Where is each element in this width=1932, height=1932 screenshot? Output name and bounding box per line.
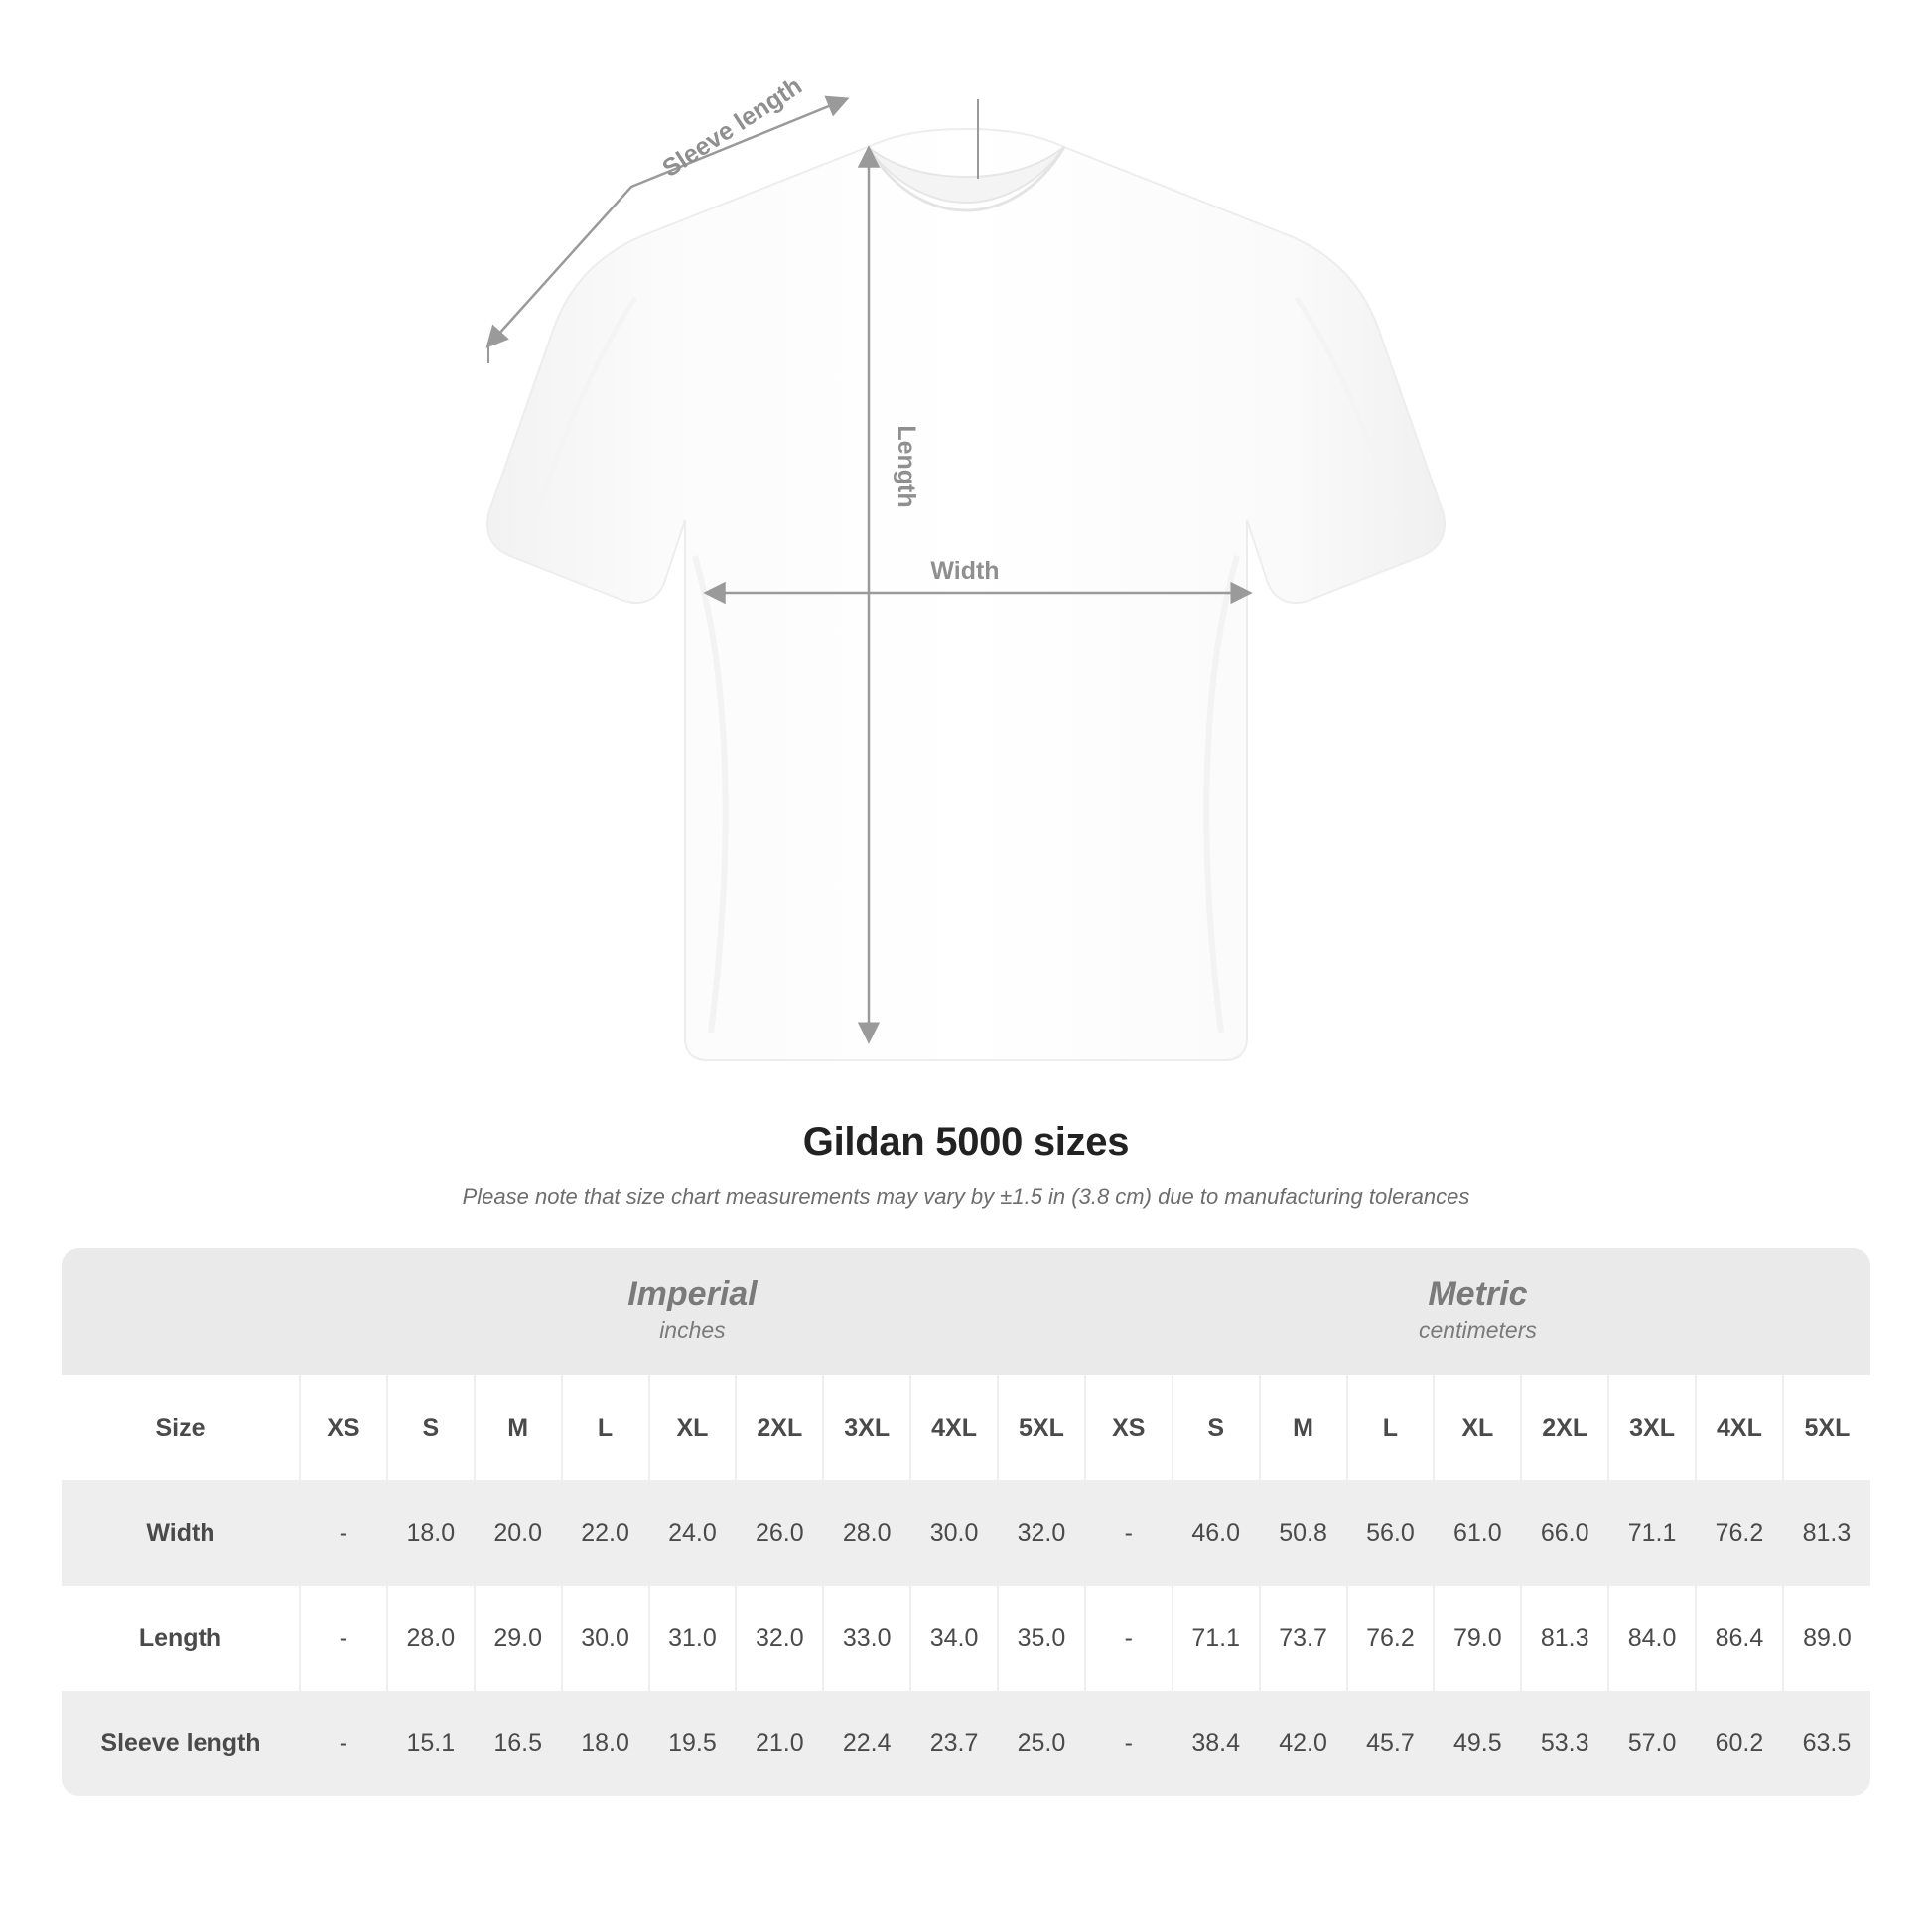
cell: 30.0	[562, 1586, 649, 1691]
cell: 34.0	[910, 1586, 998, 1691]
cell: 46.0	[1173, 1480, 1260, 1586]
cell: -	[300, 1691, 387, 1796]
page-title: Gildan 5000 sizes	[802, 1120, 1130, 1164]
cell: 66.0	[1521, 1480, 1608, 1586]
size-header-cell: 5XL	[1783, 1375, 1870, 1480]
unit-group-metric-name: Metric	[1428, 1275, 1528, 1313]
tolerance-note: Please note that size chart measurements may vary by ±1.5 in (3.8 cm) due to manufacturing tolerances	[462, 1184, 1470, 1209]
cell: 35.0	[998, 1586, 1085, 1691]
cell: 18.0	[387, 1480, 475, 1586]
title-block	[0, 1120, 1932, 1210]
unit-group-imperial-name: Imperial	[627, 1275, 758, 1313]
size-header-cell: 2XL	[1521, 1375, 1608, 1480]
cell: 16.5	[475, 1691, 562, 1796]
cell: 18.0	[562, 1691, 649, 1796]
size-header-cell: S	[387, 1375, 475, 1480]
cell: 30.0	[910, 1480, 998, 1586]
cell: 57.0	[1608, 1691, 1696, 1796]
cell: 84.0	[1608, 1586, 1696, 1691]
cell: 28.0	[823, 1480, 910, 1586]
cell: -	[1085, 1480, 1173, 1586]
cell: 22.0	[562, 1480, 649, 1586]
cell: 56.0	[1347, 1480, 1435, 1586]
cell: -	[300, 1586, 387, 1691]
cell: 61.0	[1434, 1480, 1521, 1586]
cell: 86.4	[1696, 1586, 1783, 1691]
cell: 81.3	[1521, 1586, 1608, 1691]
size-header-cell: 3XL	[1608, 1375, 1696, 1480]
size-table-wrapper	[62, 1248, 1870, 1796]
cell: -	[1085, 1586, 1173, 1691]
cell: 49.5	[1434, 1691, 1521, 1796]
cell: 29.0	[475, 1586, 562, 1691]
cell: 22.4	[823, 1691, 910, 1796]
cell: 20.0	[475, 1480, 562, 1586]
cell: 15.1	[387, 1691, 475, 1796]
cell: 50.8	[1260, 1480, 1347, 1586]
cell: 79.0	[1434, 1586, 1521, 1691]
size-header-cell: 5XL	[998, 1375, 1085, 1480]
cell: 60.2	[1696, 1691, 1783, 1796]
cell: 19.5	[649, 1691, 737, 1796]
size-table	[62, 1248, 1870, 1796]
unit-group-imperial	[300, 1248, 1085, 1375]
size-header-row	[62, 1375, 1870, 1480]
size-header-cell: L	[1347, 1375, 1435, 1480]
row-label-width: Width	[62, 1480, 300, 1586]
cell: 26.0	[736, 1480, 823, 1586]
size-header-cell: 2XL	[736, 1375, 823, 1480]
sleeve-length-label: Sleeve length	[657, 71, 807, 183]
cell: 81.3	[1783, 1480, 1870, 1586]
size-header-cell: XS	[300, 1375, 387, 1480]
size-header-cell: XL	[1434, 1375, 1521, 1480]
cell: 76.2	[1696, 1480, 1783, 1586]
size-header-cell: 4XL	[1696, 1375, 1783, 1480]
cell: 71.1	[1173, 1586, 1260, 1691]
size-header-cell: 3XL	[823, 1375, 910, 1480]
size-header-cell: L	[562, 1375, 649, 1480]
table-row	[62, 1480, 1870, 1586]
cell: 31.0	[649, 1586, 737, 1691]
cell: 73.7	[1260, 1586, 1347, 1691]
size-header-cell: M	[1260, 1375, 1347, 1480]
size-header-cell: S	[1173, 1375, 1260, 1480]
size-header-cell: XS	[1085, 1375, 1173, 1480]
width-label: Width	[930, 557, 1000, 585]
cell: 28.0	[387, 1586, 475, 1691]
cell: 32.0	[998, 1480, 1085, 1586]
size-header-cell: 4XL	[910, 1375, 998, 1480]
cell: 21.0	[736, 1691, 823, 1796]
cell: 42.0	[1260, 1691, 1347, 1796]
size-header-cell: M	[475, 1375, 562, 1480]
cell: 71.1	[1608, 1480, 1696, 1586]
cell: 32.0	[736, 1586, 823, 1691]
cell: -	[300, 1480, 387, 1586]
length-label: Length	[893, 425, 920, 508]
cell: 45.7	[1347, 1691, 1435, 1796]
unit-group-imperial-sub: inches	[659, 1317, 726, 1344]
size-header-label: Size	[62, 1375, 300, 1480]
unit-header-spacer	[62, 1248, 300, 1375]
row-label-sleeve-length: Sleeve length	[62, 1691, 300, 1796]
cell: 89.0	[1783, 1586, 1870, 1691]
cell: 25.0	[998, 1691, 1085, 1796]
unit-group-metric-sub: centimeters	[1419, 1317, 1537, 1344]
size-header-cell: XL	[649, 1375, 737, 1480]
table-row	[62, 1586, 1870, 1691]
unit-header-row	[62, 1248, 1870, 1375]
cell: 63.5	[1783, 1691, 1870, 1796]
row-label-length: Length	[62, 1586, 300, 1691]
cell: 38.4	[1173, 1691, 1260, 1796]
cell: 33.0	[823, 1586, 910, 1691]
unit-group-metric	[1085, 1248, 1870, 1375]
cell: 23.7	[910, 1691, 998, 1796]
table-row	[62, 1691, 1870, 1796]
cell: 53.3	[1521, 1691, 1608, 1796]
cell: 24.0	[649, 1480, 737, 1586]
cell: 76.2	[1347, 1586, 1435, 1691]
tshirt-shape	[487, 129, 1445, 1060]
cell: -	[1085, 1691, 1173, 1796]
